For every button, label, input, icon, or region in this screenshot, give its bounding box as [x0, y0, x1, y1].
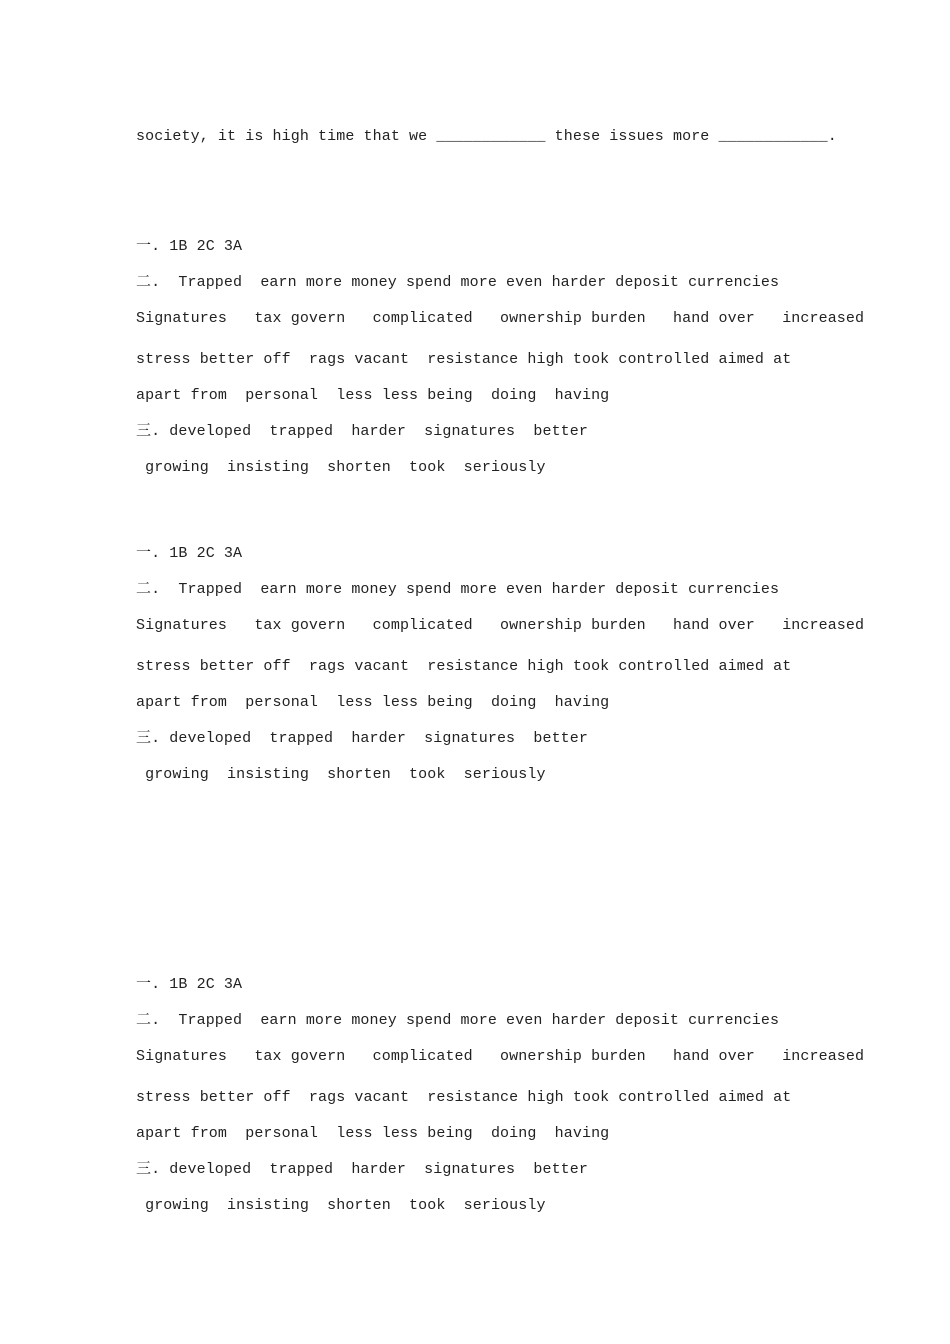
- intro-sentence: society, it is high time that we ____________ these issues more ____________.: [136, 128, 837, 145]
- section-three-line: 三. developed trapped harder signatures better: [136, 423, 588, 440]
- section-three-line: growing insisting shorten took seriously: [136, 459, 546, 476]
- section-two-line: apart from personal less less being doing having: [136, 387, 610, 404]
- section-three-line: 三. developed trapped harder signatures better: [136, 730, 588, 747]
- section-three-line: growing insisting shorten took seriously: [136, 766, 546, 783]
- section-two-line: 二. Trapped earn more money spend more even harder deposit currencies: [136, 274, 780, 291]
- section-two-line: Signatures tax govern complicated ownership burden hand over increased: [136, 1048, 865, 1065]
- section-one-answers: 一. 1B 2C 3A: [136, 238, 243, 255]
- section-two-line: stress better off rags vacant resistance high took controlled aimed at: [136, 658, 792, 675]
- section-two-line: 二. Trapped earn more money spend more even harder deposit currencies: [136, 1012, 780, 1029]
- section-two-line: stress better off rags vacant resistance high took controlled aimed at: [136, 1089, 792, 1106]
- section-three-line: growing insisting shorten took seriously: [136, 1197, 546, 1214]
- section-two-line: apart from personal less less being doing having: [136, 1125, 610, 1142]
- section-two-line: 二. Trapped earn more money spend more even harder deposit currencies: [136, 581, 780, 598]
- section-one-answers: 一. 1B 2C 3A: [136, 976, 243, 993]
- section-two-line: Signatures tax govern complicated ownership burden hand over increased: [136, 310, 865, 327]
- section-two-line: stress better off rags vacant resistance high took controlled aimed at: [136, 351, 792, 368]
- section-two-line: Signatures tax govern complicated ownership burden hand over increased: [136, 617, 865, 634]
- section-two-line: apart from personal less less being doing having: [136, 694, 610, 711]
- section-three-line: 三. developed trapped harder signatures better: [136, 1161, 588, 1178]
- section-one-answers: 一. 1B 2C 3A: [136, 545, 243, 562]
